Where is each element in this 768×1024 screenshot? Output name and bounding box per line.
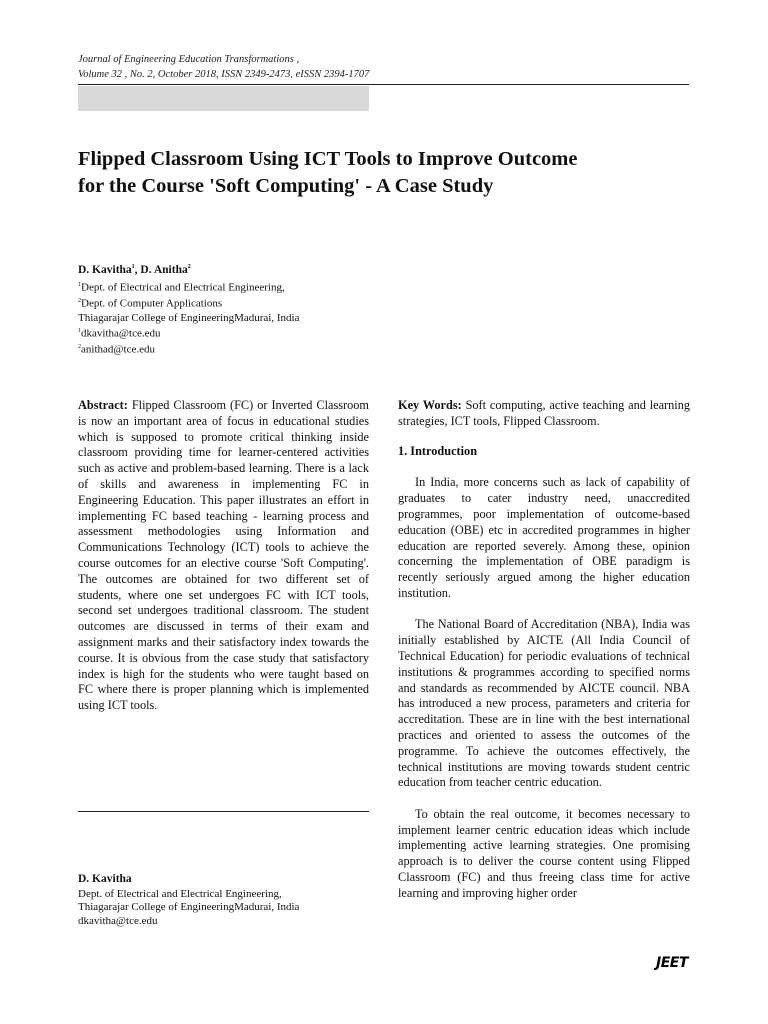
email-text: dkavitha@tce.edu [81,327,161,340]
author-1-sup: 1 [131,264,135,270]
author-names [78,261,299,277]
title-line-1: Flipped Classroom Using ICT Tools to Improve Outcome [78,148,578,170]
journal-volume: Volume 32 , No. 2, October 2018, ISSN 2349-2473, eISSN 2394-1707 [78,69,370,80]
affiliation-line [78,279,299,295]
paragraph: In India, more concerns such as lack of capability of graduates to cater industry need, unaccredited programmes, poor implementation of outcome-based education (OBE) etc in accredited programmes in higher education are reported severely. Among these, opinion concerning the implementation of OBE paradigm is recently seriously argued among the higher education institution. [398,475,690,600]
author-block [78,261,299,357]
footnote-line: Thiagarajar College of EngineeringMadurai, India [78,901,300,913]
abstract-label: Abstract: [78,398,128,412]
header-gray-bar [78,86,369,111]
keywords-label: Key Words: [398,398,462,412]
header-rule [78,84,689,85]
title-line-2: for the Course 'Soft Computing' - A Case Study [78,175,494,197]
paragraph: To obtain the real outcome, it becomes necessary to implement learner centric education ideas which include implementing active learning strategies. One promising approach is to deliver the course content using Flipped Classroom (FC) and thus freeing class time for active learning and improving higher order [398,806,690,900]
email-sup: 1 [78,328,81,335]
affiliation-sup: 1 [78,282,81,289]
author-1: D. Kavitha [78,263,132,276]
journal-name: Journal of Engineering Education Transformations , [78,54,300,65]
paragraph: The National Board of Accreditation (NBA), India was initially established by AICTE (All India Council of Technical Education) for periodic evaluations of technical institutions & programmes according to specified norms and standards as recommended by AICTE council. NBA has introduced a new process, parameters and criteria for accreditation. These are in line with the best international practices and oriented to assess the outcomes of the programme. To achieve the outcomes effectively, the technical institutions are moving towards student centric education from teacher centric education. [398,617,690,790]
affiliation-text: Dept. of Computer Applications [81,298,223,311]
email-line [78,325,299,341]
footnote-name: D. Kavitha [78,873,132,885]
email-text: anithad@tce.edu [81,343,155,356]
journal-header [78,52,369,82]
affiliation-text: Dept. of Electrical and Electrical Engineering, [81,281,285,294]
paper-title [78,146,698,200]
keywords [398,398,690,430]
jeet-logo: JEET [656,955,688,971]
email-line [78,341,299,357]
keywords-text: Soft computing, active teaching and learning strategies, ICT tools, Flipped Classroom. [398,398,690,428]
corresponding-author-footnote [78,873,299,928]
footnote-line: Dept. of Electrical and Electrical Engineering, [78,887,282,900]
abstract [78,398,369,714]
author-sep: , [134,263,141,276]
footnote-line: dkavitha@tce.edu [78,914,158,927]
author-2: D. Anitha [140,263,188,276]
author-2-sup: 2 [187,264,191,270]
abstract-text: Flipped Classroom (FC) or Inverted Classroom is now an important area of focus in educational studies which is supposed to promote critical thinking inside classroom providing time for learner-centered activities such as active and problem-based learning. There is a lack of skills and awareness in implementing FC in Engineering Education. This paper illustrates an effort in implementing FC based teaching - learning process and assessment methodologies using Information and Communications Technology (ICT) tools to achieve the course outcomes for an elective course 'Soft Computing'. The outcomes are obtained for two different set of students, where one set undergoes FC with ICT tools, second set undergoes traditional classroom. The student outcomes are discussed in terms of their exam and assignment marks and their satisfactory index towards the course. It is obvious from the case study that satisfactory index is high for the students who were taught based on FC where there is proper planning which is implemented using ICT tools. [78,398,369,713]
affiliation-text: Thiagarajar College of EngineeringMadurai, India [78,311,300,324]
affiliation-line [78,295,299,311]
affiliation-sup: 2 [78,298,81,305]
right-column [398,398,690,902]
affiliation-line [78,312,299,326]
footnote-rule [78,811,369,812]
section-heading: 1. Introduction [398,443,478,458]
email-sup: 2 [78,344,81,351]
